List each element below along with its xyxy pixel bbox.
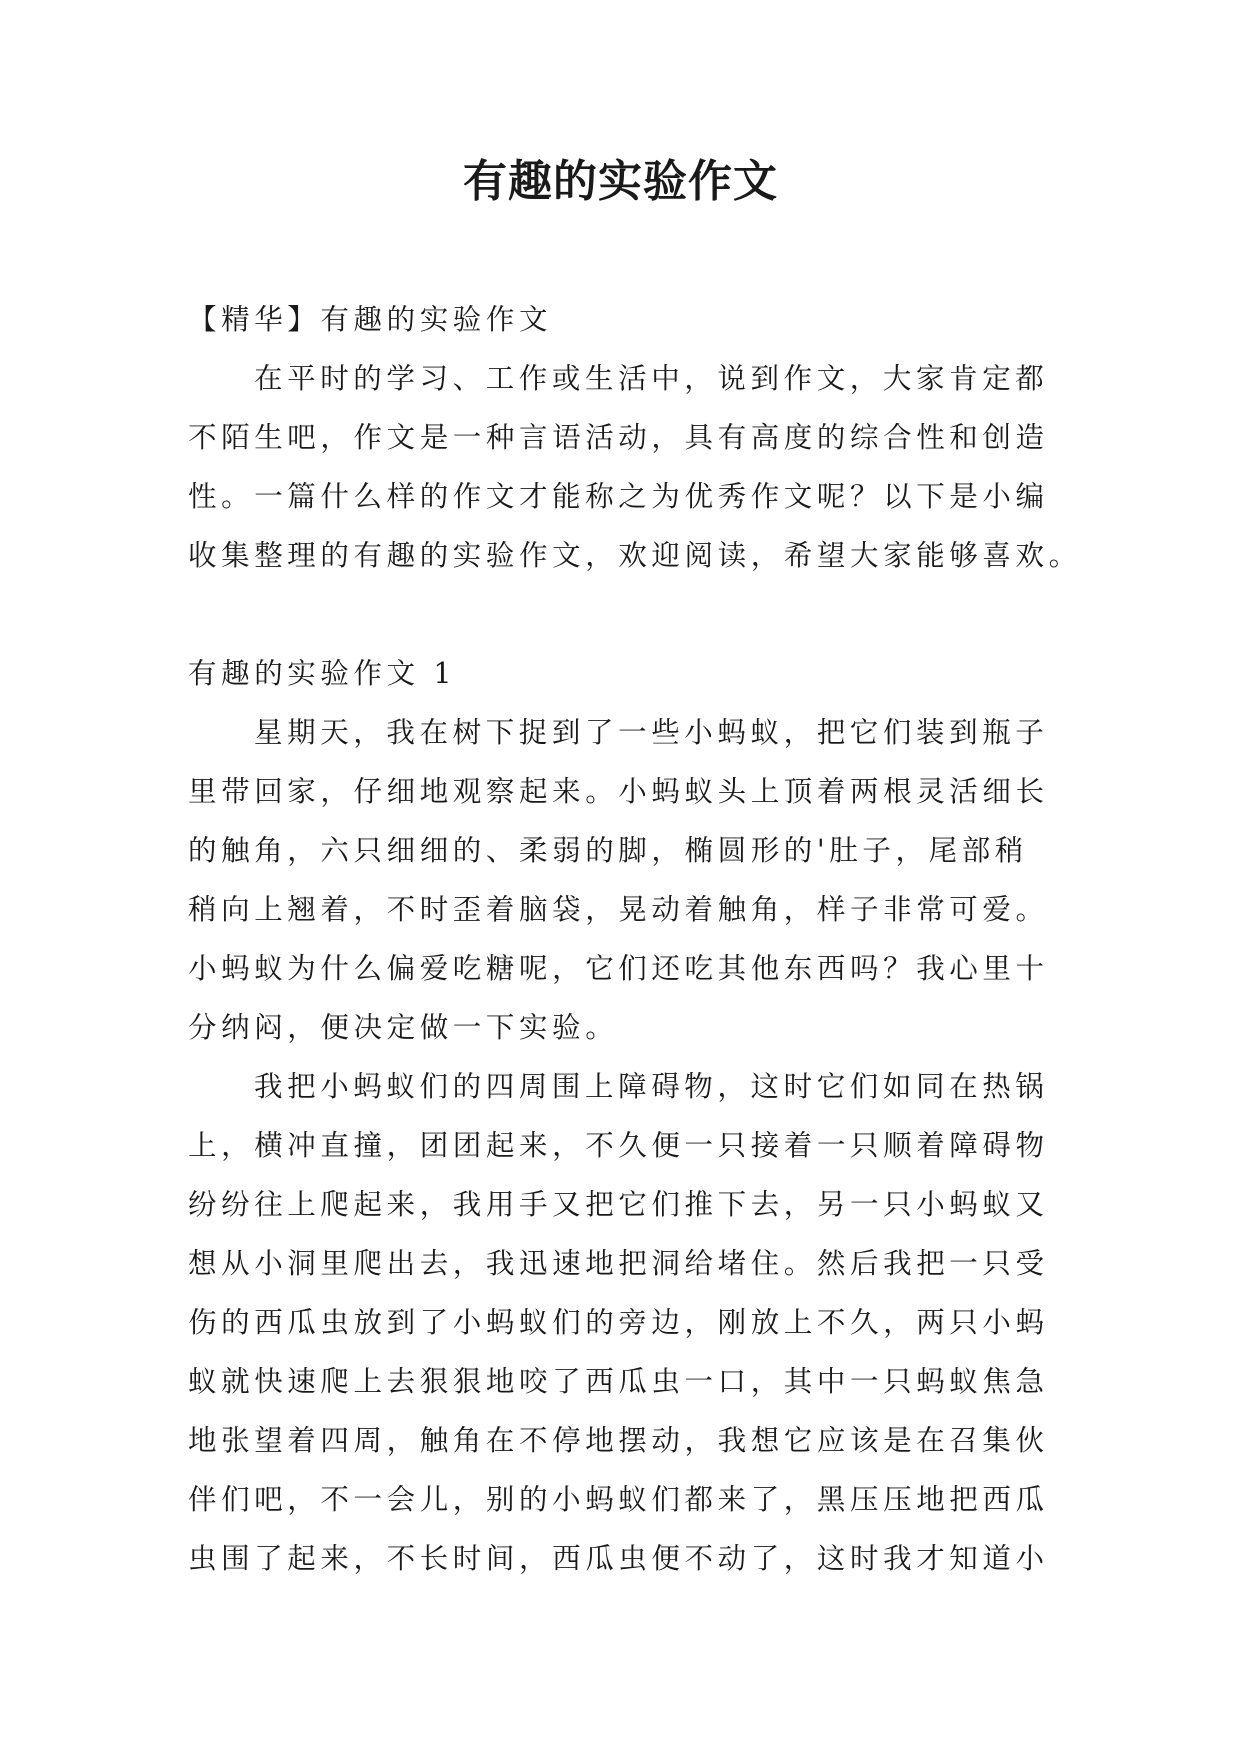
paragraph-line: 稍向上翘着，不时歪着脑袋，晃动着触角，样子非常可爱。 <box>188 893 1049 926</box>
paragraph-line: 小蚂蚁为什么偏爱吃糖呢，它们还吃其他东西吗？我心里十 <box>188 952 1049 985</box>
paragraph-line: 伤的西瓜虫放到了小蚂蚁们的旁边，刚放上不久，两只小蚂 <box>188 1306 1049 1339</box>
paragraph-line: 分纳闷，便决定做一下实验。 <box>188 1011 619 1044</box>
intro-line: 不陌生吧，作文是一种言语活动，具有高度的综合性和创造 <box>188 421 1049 454</box>
paragraph-line: 纷纷往上爬起来，我用手又把它们推下去，另一只小蚂蚁又 <box>188 1188 1049 1221</box>
document-body <box>188 290 1082 1588</box>
paragraph-line: 里带回家，仔细地观察起来。小蚂蚁头上顶着两根灵活细长 <box>188 775 1049 808</box>
paragraph-line: 虫围了起来，不长时间，西瓜虫便不动了，这时我才知道小 <box>188 1542 1049 1575</box>
paragraph-line: 上，横冲直撞，团团起来，不久便一只接着一只顺着障碍物 <box>188 1129 1049 1162</box>
paragraph-line: 的触角，六只细细的、柔弱的脚，椭圆形的'肚子，尾部稍 <box>188 834 1028 867</box>
intro-line: 性。一篇什么样的作文才能称之为优秀作文呢？以下是小编 <box>188 480 1049 513</box>
paragraph-line: 想从小洞里爬出去，我迅速地把洞给堵住。然后我把一只受 <box>188 1247 1049 1280</box>
section-heading: 有趣的实验作文 1 <box>188 657 457 690</box>
paragraph-line: 我把小蚂蚁们的四周围上障碍物，这时它们如同在热锅 <box>254 1070 1049 1103</box>
paragraph-line: 蚁就快速爬上去狠狠地咬了西瓜虫一口，其中一只蚂蚁焦急 <box>188 1365 1049 1398</box>
paragraph-line: 星期天，我在树下捉到了一些小蚂蚁，把它们装到瓶子 <box>254 716 1049 749</box>
paragraph-line: 地张望着四周，触角在不停地摆动，我想它应该是在召集伙 <box>188 1424 1049 1457</box>
intro-heading: 【精华】有趣的实验作文 <box>188 303 553 336</box>
document-title: 有趣的实验作文 <box>463 156 778 207</box>
intro-line: 在平时的学习、工作或生活中，说到作文，大家肯定都 <box>254 362 1049 395</box>
section-spacer <box>188 585 1068 644</box>
intro-line: 收集整理的有趣的实验作文，欢迎阅读，希望大家能够喜欢。 <box>188 539 1082 572</box>
paragraph-line: 伴们吧，不一会儿，别的小蚂蚁们都来了，黑压压地把西瓜 <box>188 1483 1049 1516</box>
